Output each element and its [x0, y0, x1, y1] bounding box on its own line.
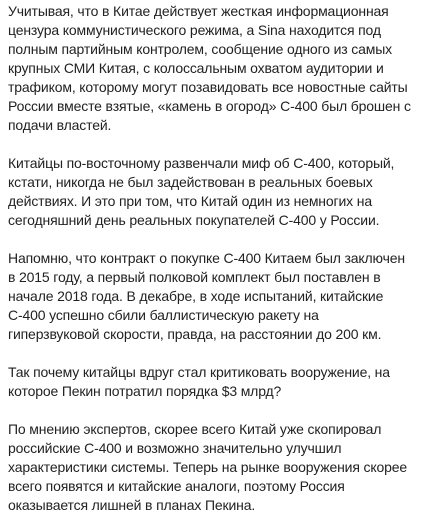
text-line: всего появятся и китайские аналоги, поэтому Россия — [8, 478, 345, 494]
text-line: По мнению экспертов, скорее всего Китай уже скопировал — [8, 421, 382, 437]
text-line: трафиком, которому могут позавидовать все новостные сайты — [8, 79, 408, 95]
text-line: Китайцы по-восточному развенчали миф об С-400, который, — [8, 155, 395, 171]
paragraph-3 — [8, 249, 417, 344]
text-line: полным партийным контролем, сообщение одного из самых — [8, 41, 392, 57]
text-line: которое Пекин потратил порядка $3 млрд? — [8, 383, 282, 399]
text-line: оказывается лишней в планах Пекина. — [8, 497, 256, 513]
text-line: гиперзвуковой скорости, правда, на расстоянии до 200 км. — [8, 326, 382, 342]
text-line: действиях. И это при том, что Китай один из немногих на — [8, 193, 372, 209]
text-line: России вместе взятые, «камень в огород» С-400 был брошен с — [8, 98, 411, 114]
text-line: начале 2018 года. В декабре, в ходе испытаний, китайские — [8, 288, 384, 304]
paragraph-1 — [8, 2, 417, 135]
text-line: кстати, никогда не был задействован в реальных боевых — [8, 174, 373, 190]
text-line: подачи властей. — [8, 117, 112, 133]
text-line: цензура коммунистического режима, а Sina находится под — [8, 22, 381, 38]
paragraph-4 — [8, 363, 417, 401]
paragraph-2 — [8, 154, 417, 230]
text-line: в 2015 году, а первый полковой комплект был поставлен в — [8, 269, 381, 285]
text-line: Учитывая, что в Китае действует жесткая информационная — [8, 3, 389, 19]
text-line: Напомню, что контракт о покупке С-400 Китаем был заключен — [8, 250, 405, 266]
paragraph-5 — [8, 420, 417, 515]
text-line: крупных СМИ Китая, с колоссальным охватом аудитории и — [8, 60, 384, 76]
text-line: сегодняшний день реальных покупателей С-400 у России. — [8, 212, 380, 228]
text-line: характеристики системы. Теперь на рынке вооружения скорее — [8, 459, 408, 475]
text-line: российские С-400 и возможно значительно улучшил — [8, 440, 342, 456]
text-line: Так почему китайцы вдруг стал критиковать вооружение, на — [8, 364, 390, 380]
text-line: С-400 успешно сбили баллистическую ракету на — [8, 307, 319, 323]
